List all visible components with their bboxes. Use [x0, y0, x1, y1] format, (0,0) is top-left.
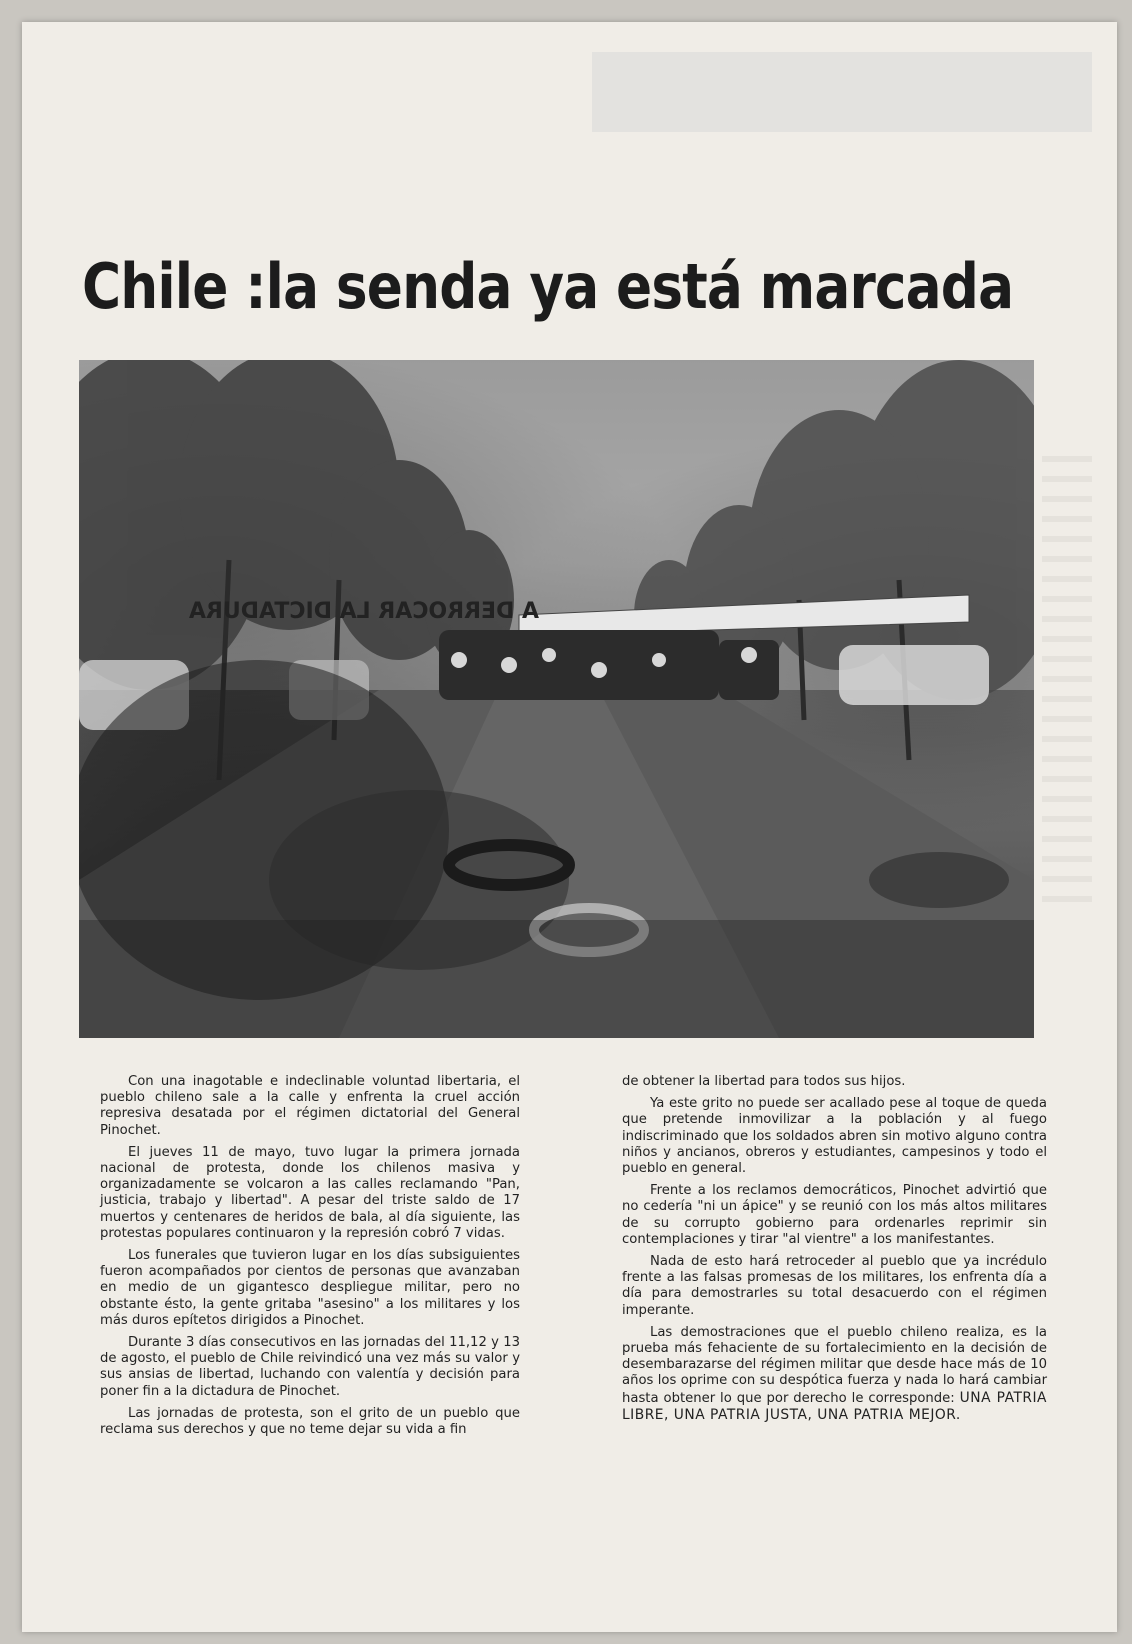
article-paragraph: Ya este grito no puede ser acallado pese al toque de queda que pretende inmovilizar a la población y al fuego indiscriminado que los soldados abren sin motivo alguno contra niños y ancianos, obreros y estudiantes, campesinos y todo el pueblo en general.	[622, 1096, 1047, 1177]
show-through-column	[1042, 442, 1092, 902]
banner-text: A DERROCAR LA DICTADURA	[188, 599, 539, 624]
article-paragraph: Las jornadas de protesta, son el grito de un pueblo que reclama sus derechos y que no teme dejar su vida a fin	[100, 1405, 520, 1438]
article-last-text: Las demostraciones que el pueblo chileno realiza, es la prueba más fehaciente de su fortalecimiento en la decisión de desembarazarse del régimen militar que desde hace más de 10 años los oprime con su despótica fuerza y nada lo hará cambiar hasta obtener lo que por derecho le corresponde:	[622, 1324, 1047, 1406]
article-column-right	[622, 1074, 1047, 1430]
article-paragraph: Frente a los reclamos democráticos, Pinochet advirtió que no cedería "ni un ápice" y se reunió con los más altos militares de su corrupto gobierno para ordenarles reprimir sin contemplaciones y tirar "al vientre" a los manifestantes.	[622, 1183, 1047, 1247]
photo-illustration	[79, 360, 1034, 1038]
article-paragraph: El jueves 11 de mayo, tuvo lugar la primera jornada nacional de protesta, donde los chilenos masiva y organizadamente se volcaron a las calles reclamando "Pan, justicia, trabajo y libertad". A pesar del triste saldo de 17 muertos y centenares de heridos de bala, al día siguiente, las protestas populares continuaron y la represión cobró 7 vidas.	[100, 1144, 520, 1241]
article-column-left	[100, 1074, 520, 1444]
protest-photo	[79, 360, 1034, 1038]
article-paragraph: Durante 3 días consecutivos en las jornadas del 11,12 y 13 de agosto, el pueblo de Chile reivindicó una vez más su valor y sus ansias de libertad, luchando con valentía y decisión para poner fin a la dictadura de Pinochet.	[100, 1335, 520, 1399]
article-last-paragraph	[622, 1325, 1047, 1424]
closing-slogan: UNA PATRIA LIBRE, UNA PATRIA JUSTA, UNA PATRIA MEJOR.	[622, 1389, 1047, 1423]
article-paragraph: Nada de esto hará retroceder al pueblo que ya incrédulo frente a las falsas promesas de los militares, los enfrenta día a día para demostrarles su total desacuerdo con el régimen imperante.	[622, 1254, 1047, 1318]
article-paragraph: Con una inagotable e indeclinable voluntad libertaria, el pueblo chileno sale a la calle y enfrenta la cruel acción represiva desatada por el régimen dictatorial del General Pinochet.	[100, 1074, 520, 1138]
newspaper-page	[22, 22, 1117, 1632]
article-continuation: de obtener la libertad para todos sus hijos.	[622, 1074, 906, 1089]
headline: Chile :la senda ya está marcada	[82, 250, 1014, 323]
show-through-band	[592, 52, 1092, 132]
article-paragraph: Los funerales que tuvieron lugar en los días subsiguientes fueron acompañados por cientos de personas que avanzaban en medio de un gigantesco despliegue militar, pero no obstante ésto, la gente gritaba "asesino" a los militares y los más duros epítetos dirigidos a Pinochet.	[100, 1248, 520, 1328]
